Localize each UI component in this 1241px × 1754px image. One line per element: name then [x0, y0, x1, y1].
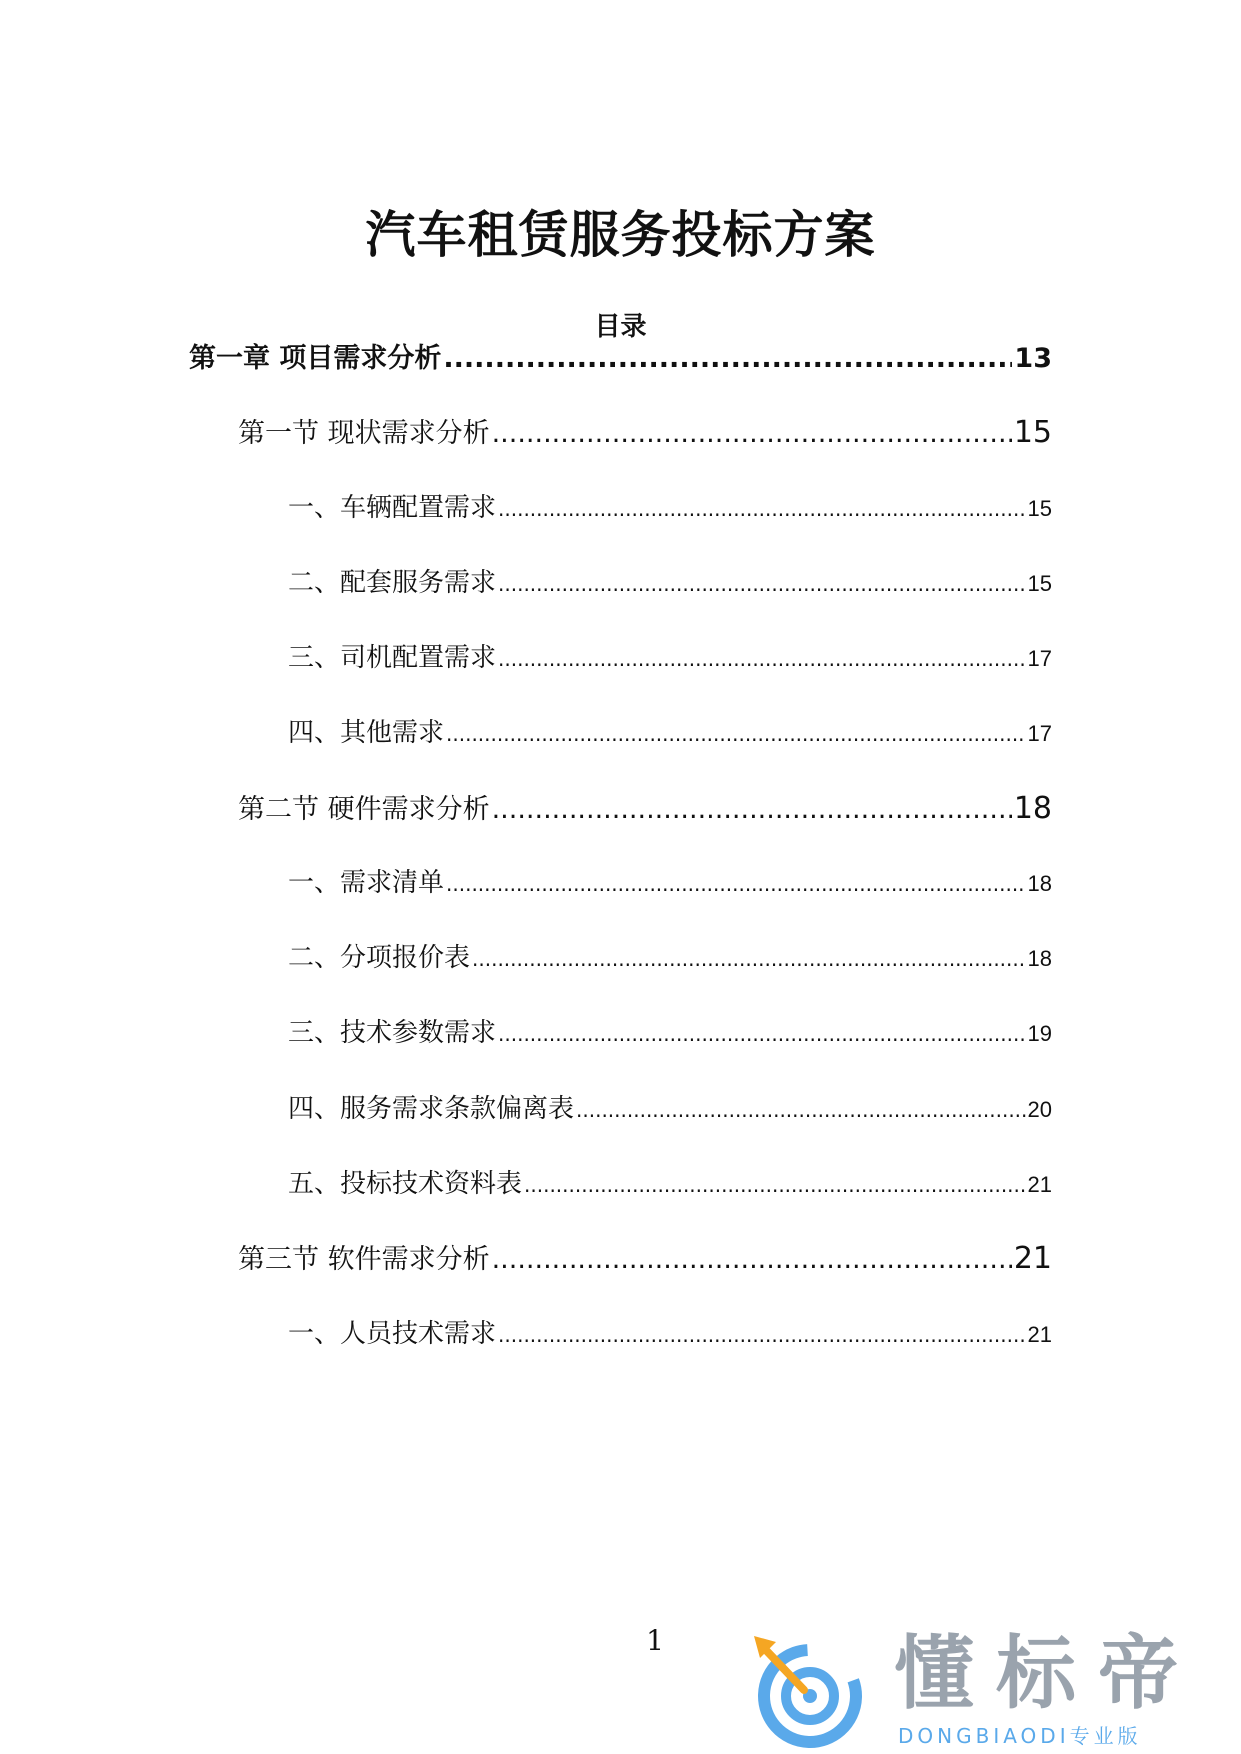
toc-entry-page: 15 — [1027, 571, 1052, 596]
toc-entry-label: 第一章 项目需求分析 — [189, 343, 442, 374]
toc-entry-page: 19 — [1027, 1021, 1052, 1046]
toc-entry-item[interactable] — [288, 1088, 1052, 1125]
document-title: 汽车租赁服务投标方案 — [365, 205, 876, 264]
toc-leader-dots — [524, 1173, 1026, 1197]
toc-entry-item[interactable] — [288, 487, 1052, 524]
toc-entry-page: 18 — [1027, 946, 1052, 971]
toc-entry-item[interactable] — [288, 562, 1052, 599]
toc-entry-label: 第一节 现状需求分析 — [238, 418, 490, 449]
toc-entry-label: 第三节 软件需求分析 — [238, 1244, 490, 1275]
toc-leader-dots — [446, 722, 1026, 746]
toc-entry-item[interactable] — [288, 1313, 1052, 1350]
toc-leader-dots — [498, 1022, 1026, 1046]
toc-leader-dots — [498, 1323, 1026, 1347]
toc-entry-chapter-1[interactable] — [189, 336, 1052, 375]
toc-entry-page: 13 — [1014, 343, 1052, 374]
toc-leader-dots — [498, 647, 1026, 671]
toc-entry-page: 17 — [1027, 646, 1052, 671]
toc-entry-page: 18 — [1027, 871, 1052, 896]
page-number: 1 — [646, 1624, 664, 1657]
toc-entry-label: 五、投标技术资料表 — [288, 1169, 523, 1199]
toc-entry-section-1-1[interactable] — [238, 411, 1052, 450]
toc-leader-dots — [498, 497, 1026, 521]
toc-entry-item[interactable] — [288, 1163, 1052, 1200]
toc-entry-page: 21 — [1013, 1241, 1052, 1276]
toc-entry-section-1-3[interactable] — [238, 1237, 1052, 1276]
toc-entry-page: 20 — [1027, 1097, 1052, 1122]
toc-entry-label: 三、技术参数需求 — [288, 1018, 497, 1048]
toc-entry-label: 一、需求清单 — [288, 868, 445, 898]
toc-entry-label: 二、分项报价表 — [288, 943, 471, 973]
toc-entry-page: 21 — [1027, 1322, 1052, 1347]
toc-entry-item[interactable] — [288, 712, 1052, 749]
toc-leader-dots — [446, 872, 1026, 896]
toc-entry-item[interactable] — [288, 637, 1052, 674]
watermark-subtitle: DONGBIAODI专业版 — [898, 1724, 1142, 1748]
toc-entry-label: 四、服务需求条款偏离表 — [288, 1094, 575, 1124]
toc-entry-page: 17 — [1027, 721, 1052, 746]
toc-entry-label: 二、配套服务需求 — [288, 568, 497, 598]
target-arrow-icon — [748, 1632, 866, 1750]
toc-entry-label: 一、车辆配置需求 — [288, 493, 497, 523]
toc-leader-dots — [492, 418, 1012, 449]
toc-entry-label: 第二节 硬件需求分析 — [238, 794, 490, 825]
toc-entry-label: 四、其他需求 — [288, 718, 445, 748]
toc-leader-dots — [576, 1098, 1026, 1122]
watermark-brand: 懂标帝 — [894, 1627, 1200, 1720]
toc-entry-page: 15 — [1027, 496, 1052, 521]
toc-entry-page: 15 — [1013, 415, 1052, 450]
toc-entry-section-1-2[interactable] — [238, 787, 1052, 826]
toc-entry-page: 18 — [1013, 791, 1052, 826]
toc-entry-label: 一、人员技术需求 — [288, 1319, 497, 1349]
toc-heading: 目录 — [594, 312, 647, 342]
watermark — [748, 1627, 1228, 1750]
toc-entry-item[interactable] — [288, 937, 1052, 974]
toc-leader-dots — [472, 947, 1026, 971]
toc-leader-dots — [492, 794, 1012, 825]
toc-entry-page: 21 — [1027, 1172, 1052, 1197]
toc-entry-item[interactable] — [288, 862, 1052, 899]
toc-leader-dots — [443, 343, 1012, 374]
toc-entry-item[interactable] — [288, 1012, 1052, 1049]
toc-leader-dots — [498, 572, 1026, 596]
toc-entry-label: 三、司机配置需求 — [288, 643, 497, 673]
toc-leader-dots — [492, 1244, 1012, 1275]
